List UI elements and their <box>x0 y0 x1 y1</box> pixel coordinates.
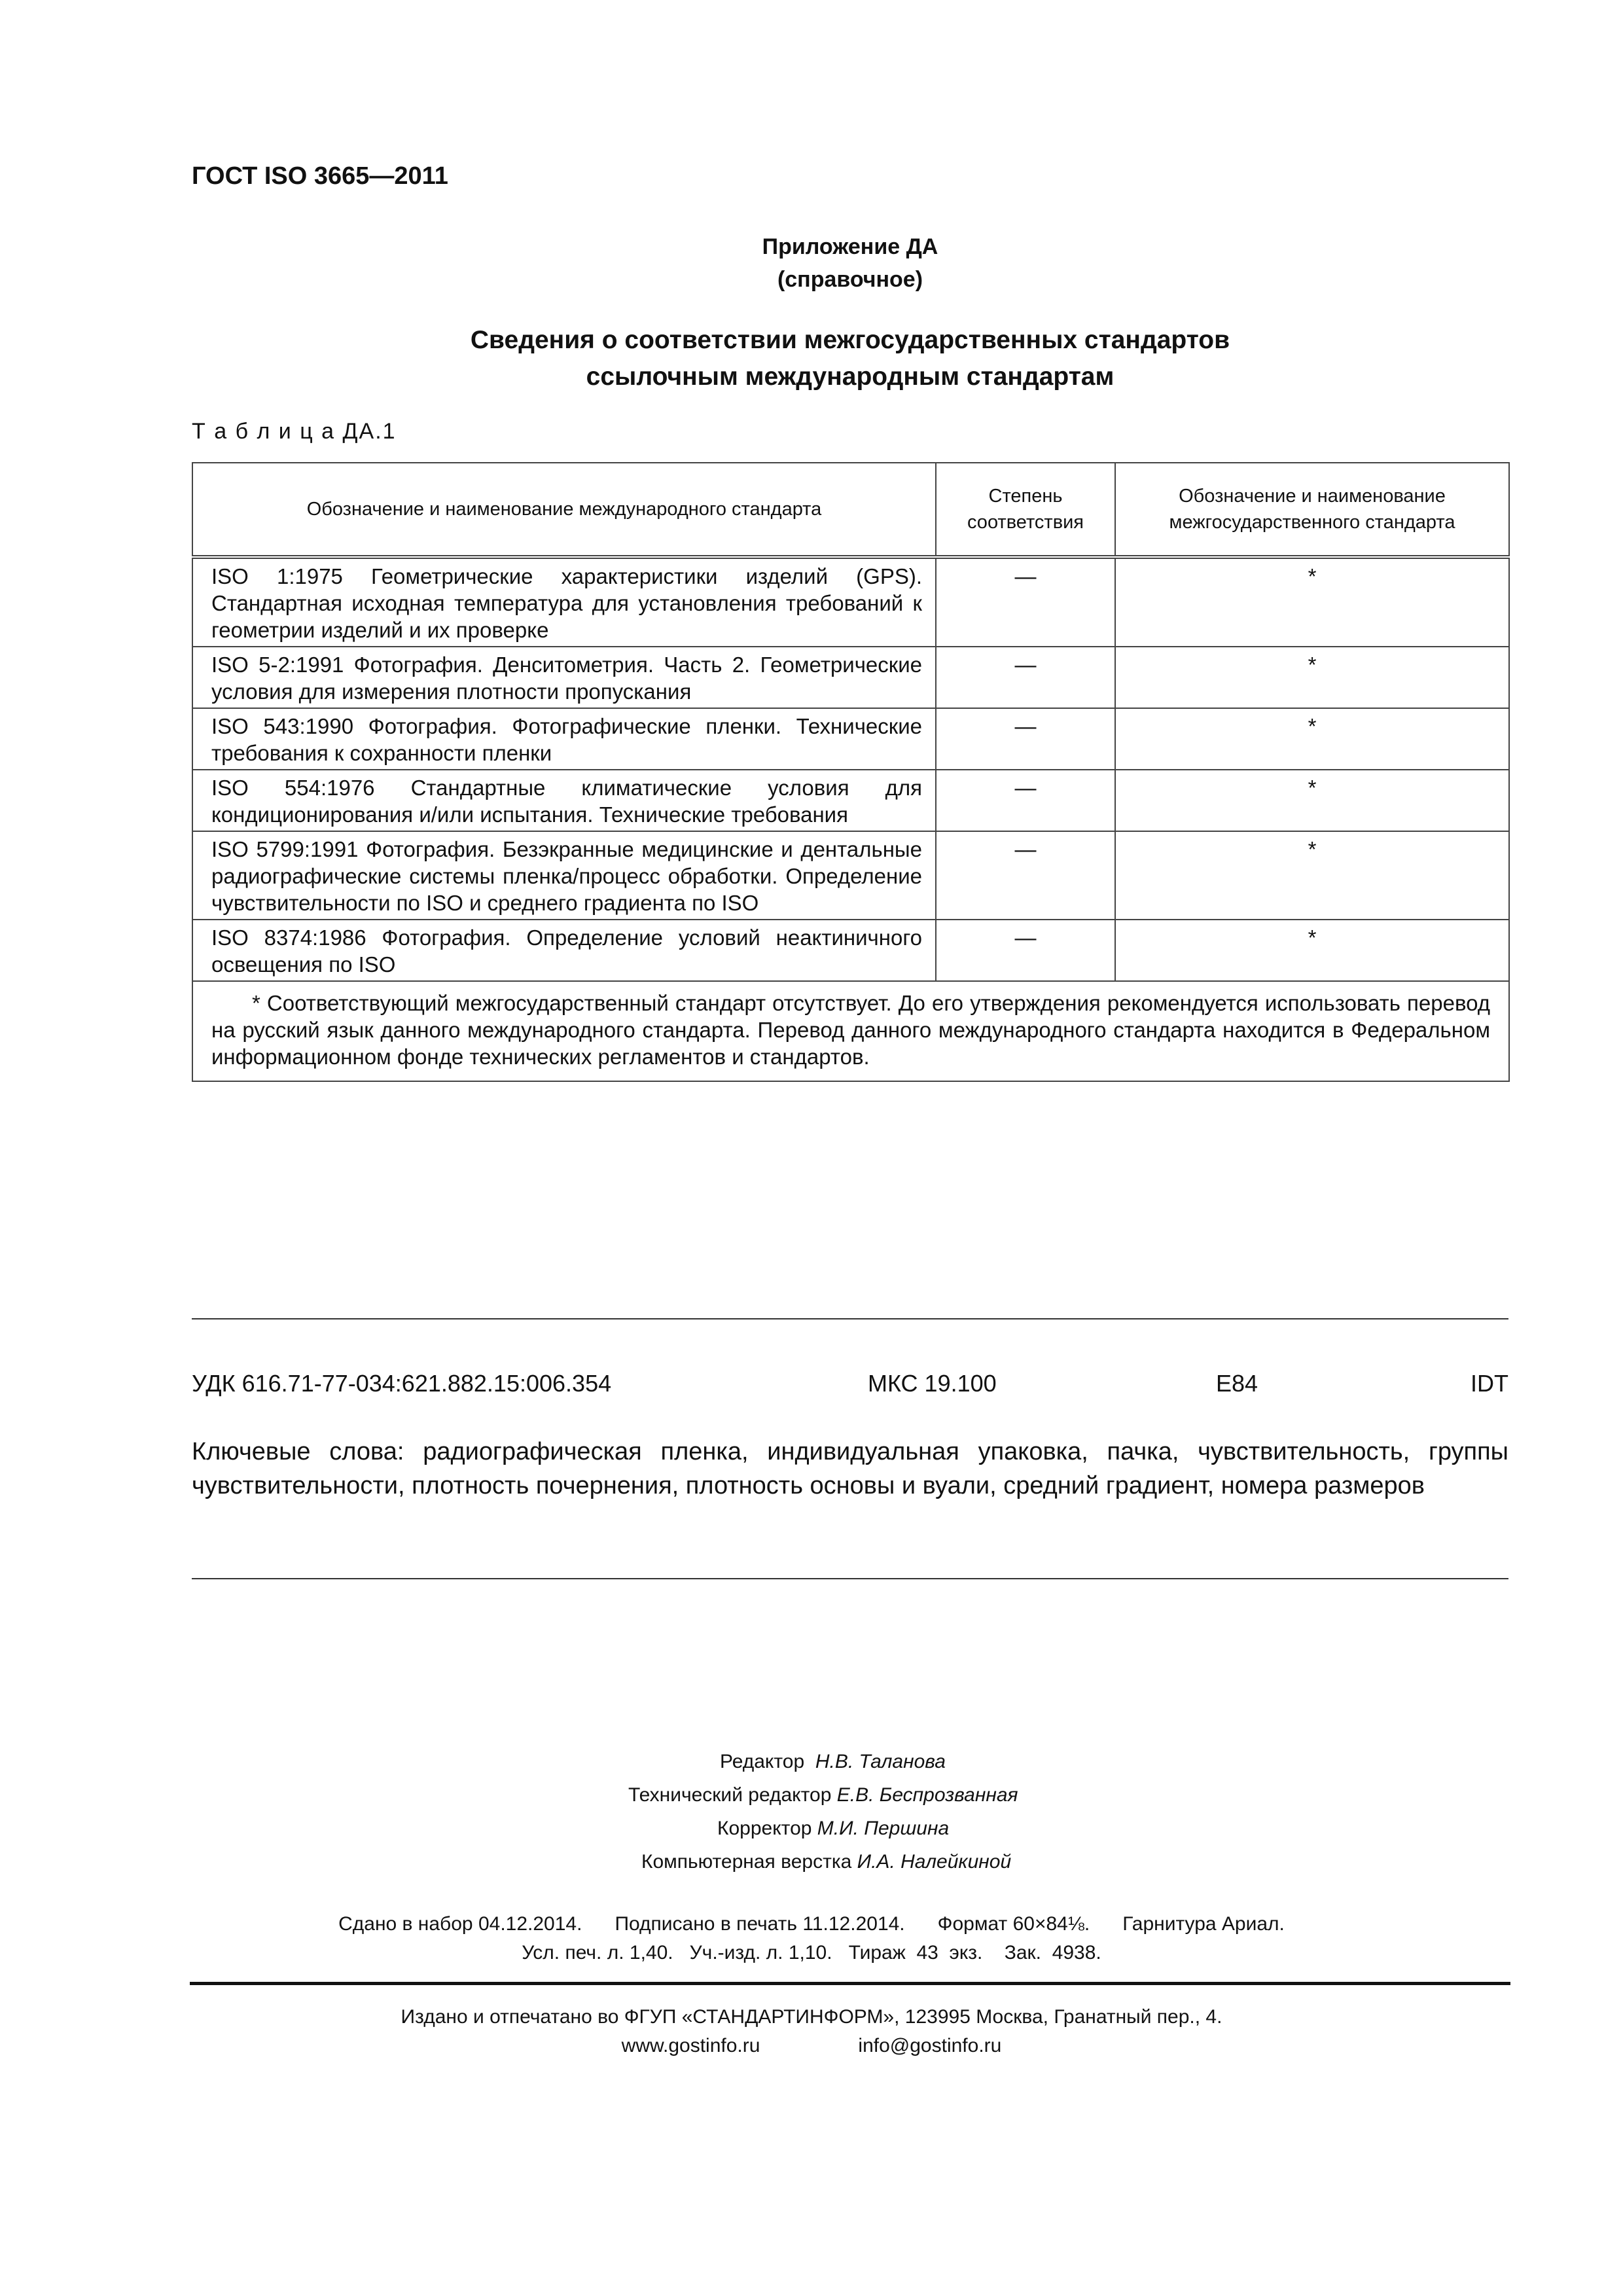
appendix-type: (справочное) <box>777 267 923 292</box>
print-font: Гарнитура Ариал. <box>1122 1913 1285 1935</box>
degree-cell: — <box>936 557 1115 647</box>
print-order: Зак. 4938. <box>1004 1942 1101 1964</box>
tech-editor-name: Е.В. Беспрозванная <box>836 1784 1018 1806</box>
degree-cell: — <box>936 770 1115 831</box>
publisher-divider <box>190 1982 1510 1985</box>
proofreader-label: Корректор <box>717 1818 812 1839</box>
table-row <box>192 647 1509 708</box>
degree-cell: — <box>936 920 1115 981</box>
publisher-info <box>0 2003 1623 2060</box>
international-standard-cell: ISO 5-2:1991 Фотография. Денситометрия. Часть 2. Геометрические условия для измерения плотности пропускания <box>192 647 936 708</box>
publisher-email: info@gostinfo.ru <box>858 2035 1002 2056</box>
udk-code: УДК 616.71-77-034:621.882.15:006.354 <box>192 1370 612 1397</box>
footnote-text: * Соответствующий межгосударственный стандарт отсутствует. До его утверждения рекомендуется использовать перевод на русский язык данного международного стандарта. Перевод данного международного стандарта находится в Федеральном информационном фонде технических регламентов и стандартов. <box>211 991 1490 1069</box>
editor-name: Н.В. Таланова <box>815 1751 946 1772</box>
table-row <box>192 831 1509 920</box>
keywords: Ключевые слова: радиографическая пленка, индивидуальная упаковка, пачка, чувствительность, группы чувствительности, плотность почернения, плотность основы и вуали, средний градиент, номера размеров <box>192 1438 1508 1499</box>
mks-code: МКС 19.100 <box>868 1370 997 1397</box>
document-code: ГОСТ ISO 3665—2011 <box>192 162 448 190</box>
table-row <box>192 708 1509 770</box>
layout-label: Компьютерная верстка <box>641 1851 852 1873</box>
national-standard-cell: * <box>1115 770 1509 831</box>
publisher-website: www.gostinfo.ru <box>621 2035 760 2056</box>
table-row <box>192 770 1509 831</box>
print-edition-sheets: Уч.-изд. л. 1,10. <box>689 1942 832 1964</box>
correspondence-table <box>192 462 1510 1082</box>
degree-cell: — <box>936 708 1115 770</box>
national-standard-cell: * <box>1115 557 1509 647</box>
table-footnote-row <box>192 981 1509 1081</box>
international-standard-cell: ISO 554:1976 Стандартные климатические условия для кондиционирования и/или испытания. Технические требования <box>192 770 936 831</box>
layout-name: И.А. Налейкиной <box>857 1851 1012 1873</box>
international-standard-cell: ISO 5799:1991 Фотография. Безэкранные медицинские и дентальные радиографические системы пленка/процесс обработки. Определение чувствительности по ISO и среднего градиента по ISO <box>192 831 936 920</box>
title-line-2: ссылочным международным стандартам <box>586 363 1115 391</box>
idt-mark: IDT <box>1471 1370 1508 1397</box>
print-sheets: Усл. печ. л. 1,40. <box>522 1942 673 1964</box>
table-label: Т а б л и ц а ДА.1 <box>192 419 397 444</box>
international-standard-cell: ISO 1:1975 Геометрические характеристики изделий (GPS). Стандартная исходная температура для установления требований к геометрии изделий и их проверке <box>192 557 936 647</box>
table-footnote <box>192 981 1509 1081</box>
title-line-1: Сведения о соответствии межгосударственных стандартов <box>470 326 1230 354</box>
degree-cell: — <box>936 647 1115 708</box>
international-standard-cell: ISO 8374:1986 Фотография. Определение условий неактиничного освещения по ISO <box>192 920 936 981</box>
publisher-line: Издано и отпечатано во ФГУП «СТАНДАРТИНФОРМ», 123995 Москва, Гранатный пер., 4. <box>401 2006 1222 2028</box>
header-national-standard: Обозначение и наименование межгосударственного стандарта <box>1115 463 1509 557</box>
tech-editor-label: Технический редактор <box>628 1784 832 1806</box>
print-format: Формат 60×84⅛. <box>937 1913 1090 1935</box>
national-standard-cell: * <box>1115 708 1509 770</box>
national-standard-cell: * <box>1115 920 1509 981</box>
header-international-standard: Обозначение и наименование международного стандарта <box>192 463 936 557</box>
appendix-heading <box>192 230 1508 296</box>
international-standard-cell: ISO 543:1990 Фотография. Фотографические пленки. Технические требования к сохранности пленки <box>192 708 936 770</box>
okp-code: E84 <box>1216 1370 1258 1397</box>
national-standard-cell: * <box>1115 647 1509 708</box>
print-signed-date: Подписано в печать 11.12.2014. <box>615 1913 905 1935</box>
header-degree: Степень соответствия <box>936 463 1115 557</box>
print-set-date: Сдано в набор 04.12.2014. <box>338 1913 582 1935</box>
table-header-row <box>192 463 1509 557</box>
table-row <box>192 557 1509 647</box>
proofreader-name: М.И. Першина <box>817 1818 950 1839</box>
table-row <box>192 920 1509 981</box>
national-standard-cell: * <box>1115 831 1509 920</box>
classification-row <box>192 1370 1508 1403</box>
editor-label: Редактор <box>720 1751 805 1772</box>
print-info <box>0 1910 1623 1967</box>
divider-bottom <box>192 1578 1508 1579</box>
section-title <box>192 322 1508 395</box>
degree-cell: — <box>936 831 1115 920</box>
divider-top <box>192 1318 1508 1319</box>
appendix-title: Приложение ДА <box>762 234 938 259</box>
print-run: Тираж 43 экз. <box>848 1942 983 1964</box>
